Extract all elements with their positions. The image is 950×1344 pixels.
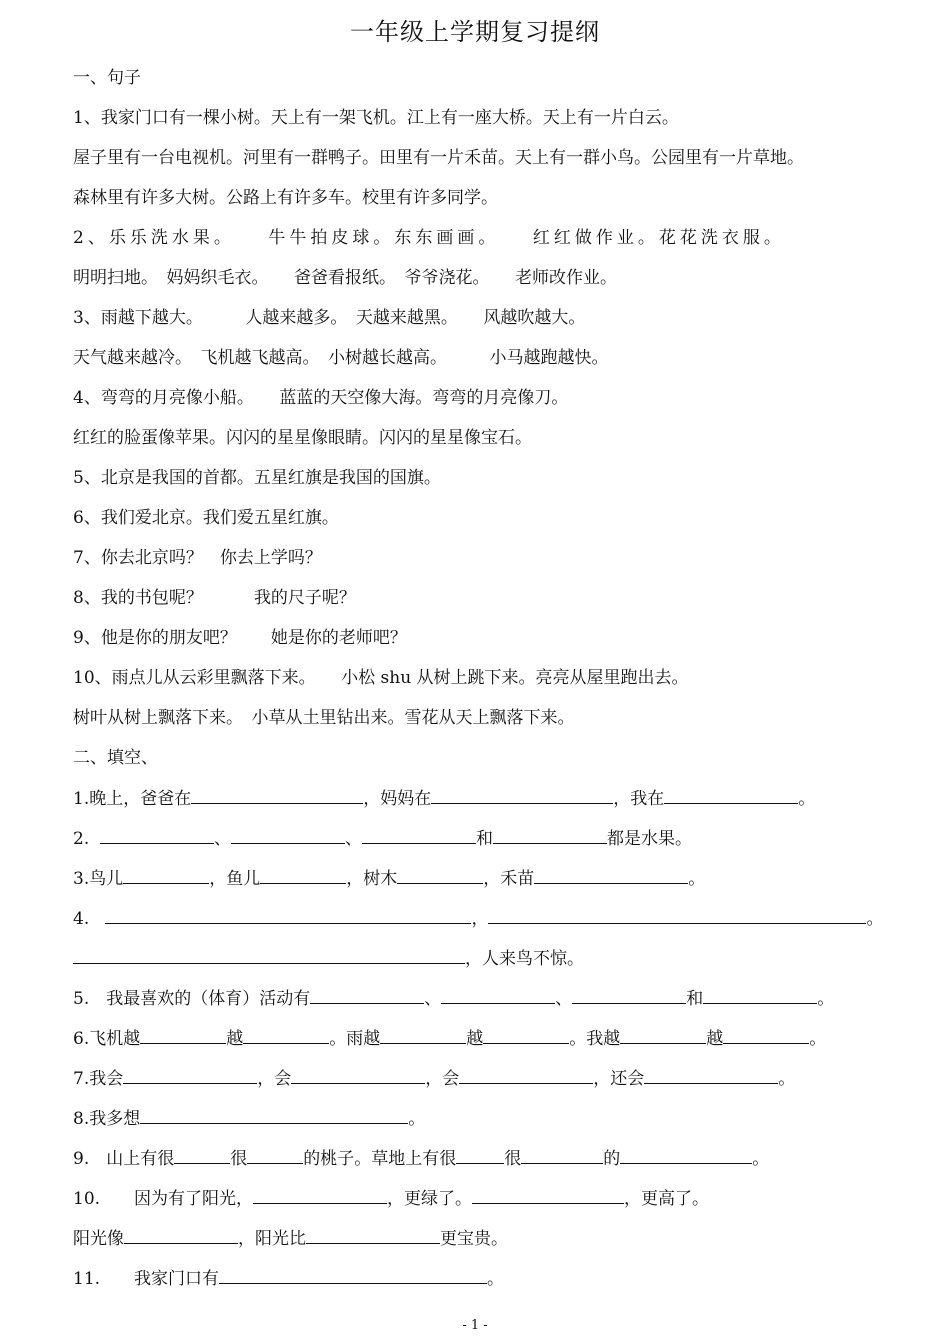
answer-blank[interactable] <box>123 866 209 884</box>
answer-blank[interactable] <box>306 1226 440 1244</box>
answer-blank[interactable] <box>219 1266 487 1284</box>
question-6: 6.飞机越 越 。雨越 越 。我越 越 。 <box>73 1026 923 1051</box>
answer-blank[interactable] <box>253 1186 387 1204</box>
question-4-continued: ，人来鸟不惊。 <box>73 946 923 971</box>
answer-blank[interactable] <box>620 1146 752 1164</box>
answer-blank[interactable] <box>459 1066 593 1084</box>
answer-blank[interactable] <box>521 1146 603 1164</box>
section-heading-fill-blanks: 二、填空、 <box>73 748 158 768</box>
answer-blank[interactable] <box>723 1026 809 1044</box>
answer-blank[interactable] <box>174 1146 230 1164</box>
sentence-line: 红红的脸蛋像苹果。闪闪的星星像眼睛。闪闪的星星像宝石。 <box>73 428 532 448</box>
answer-blank[interactable] <box>123 1066 257 1084</box>
sentence-line: 8、我的书包呢？ 我的尺子呢？ <box>73 588 356 608</box>
page-number: - 1 - <box>462 1318 488 1333</box>
answer-blank[interactable] <box>100 826 214 844</box>
sentence-line: 7、你去北京吗？ 你去上学吗？ <box>73 548 322 568</box>
answer-blank[interactable] <box>231 826 345 844</box>
answer-blank[interactable] <box>488 906 866 924</box>
sentence-line: 1、我家门口有一棵小树。天上有一架飞机。江上有一座大桥。天上有一片白云。 <box>73 108 679 128</box>
answer-blank[interactable] <box>493 826 607 844</box>
answer-blank[interactable] <box>644 1066 778 1084</box>
sentence-line: 4、弯弯的月亮像小船。 蓝蓝的天空像大海。弯弯的月亮像刀。 <box>73 388 569 408</box>
question-5: 5. 我最喜欢的（体育）活动有 、 、 和 。 <box>73 986 923 1011</box>
sentence-line: 9、他是你的朋友吧？ 她是你的老师吧？ <box>73 628 407 648</box>
answer-blank[interactable] <box>310 986 424 1004</box>
answer-blank[interactable] <box>534 866 688 884</box>
answer-blank[interactable] <box>620 1026 706 1044</box>
question-2: 2. 、 、 和 都是水果。 <box>73 826 923 851</box>
answer-blank[interactable] <box>397 866 483 884</box>
answer-blank[interactable] <box>703 986 817 1004</box>
answer-blank[interactable] <box>456 1146 504 1164</box>
question-10-continued: 阳光像 ，阳光比 更宝贵。 <box>73 1226 923 1251</box>
answer-blank[interactable] <box>472 1186 624 1204</box>
question-4: 4. ， 。 <box>73 906 923 931</box>
sentence-line: 6、我们爱北京。我们爱五星红旗。 <box>73 508 339 528</box>
answer-blank[interactable] <box>73 946 465 964</box>
section-heading-sentences: 一、句子 <box>73 68 141 88</box>
sentence-line: 3、雨越下越大。 人越来越多。 天越来越黑。 风越吹越大。 <box>73 308 586 328</box>
question-1: 1.晚上，爸爸在 ，妈妈在 ，我在 。 <box>73 786 923 811</box>
answer-blank[interactable] <box>140 1106 408 1124</box>
question-10: 10. 因为有了阳光， ，更绿了。 ，更高了。 <box>73 1186 923 1211</box>
answer-blank[interactable] <box>441 986 555 1004</box>
question-3: 3.鸟儿 ，鱼儿 ，树木 ，禾苗 。 <box>73 866 923 891</box>
sentence-line: 屋子里有一台电视机。河里有一群鸭子。田里有一片禾苗。天上有一群小鸟。公园里有一片草地。 <box>73 148 804 168</box>
answer-blank[interactable] <box>483 1026 569 1044</box>
answer-blank[interactable] <box>380 1026 466 1044</box>
answer-blank[interactable] <box>191 786 363 804</box>
question-8: 8.我多想 。 <box>73 1106 923 1131</box>
page-title: 一年级上学期复习提纲 <box>350 18 600 46</box>
sentence-line: 5、北京是我国的首都。五星红旗是我国的国旗。 <box>73 468 441 488</box>
answer-blank[interactable] <box>431 786 613 804</box>
answer-blank[interactable] <box>664 786 798 804</box>
sentence-line: 天气越来越冷。 飞机越飞越高。 小树越长越高。 小马越跑越快。 <box>73 348 609 368</box>
answer-blank[interactable] <box>291 1066 425 1084</box>
sentence-line: 树叶从树上飘落下来。 小草从土里钻出来。雪花从天上飘落下来。 <box>73 708 575 728</box>
answer-blank[interactable] <box>105 906 471 924</box>
answer-blank[interactable] <box>243 1026 329 1044</box>
answer-blank[interactable] <box>260 866 346 884</box>
answer-blank[interactable] <box>140 1026 226 1044</box>
answer-blank[interactable] <box>124 1226 238 1244</box>
question-11: 11. 我家门口有 。 <box>73 1266 923 1291</box>
answer-blank[interactable] <box>362 826 476 844</box>
answer-blank[interactable] <box>247 1146 303 1164</box>
question-9: 9. 山上有很 很 的桃子。草地上有很 很 的 。 <box>73 1146 923 1171</box>
sentence-line: 2、乐乐洗水果。 牛牛拍皮球。东东画画。 红红做作业。花花洗衣服。 <box>73 228 785 248</box>
question-7: 7.我会 ，会 ，会 ，还会 。 <box>73 1066 923 1091</box>
sentence-line: 10、雨点儿从云彩里飘落下来。 小松 shu 从树上跳下来。亮亮从屋里跑出去。 <box>73 668 689 688</box>
sentence-line: 森林里有许多大树。公路上有许多车。校里有许多同学。 <box>73 188 498 208</box>
sentence-line: 明明扫地。 妈妈织毛衣。 爸爸看报纸。 爷爷浇花。 老师改作业。 <box>73 268 617 288</box>
answer-blank[interactable] <box>572 986 686 1004</box>
